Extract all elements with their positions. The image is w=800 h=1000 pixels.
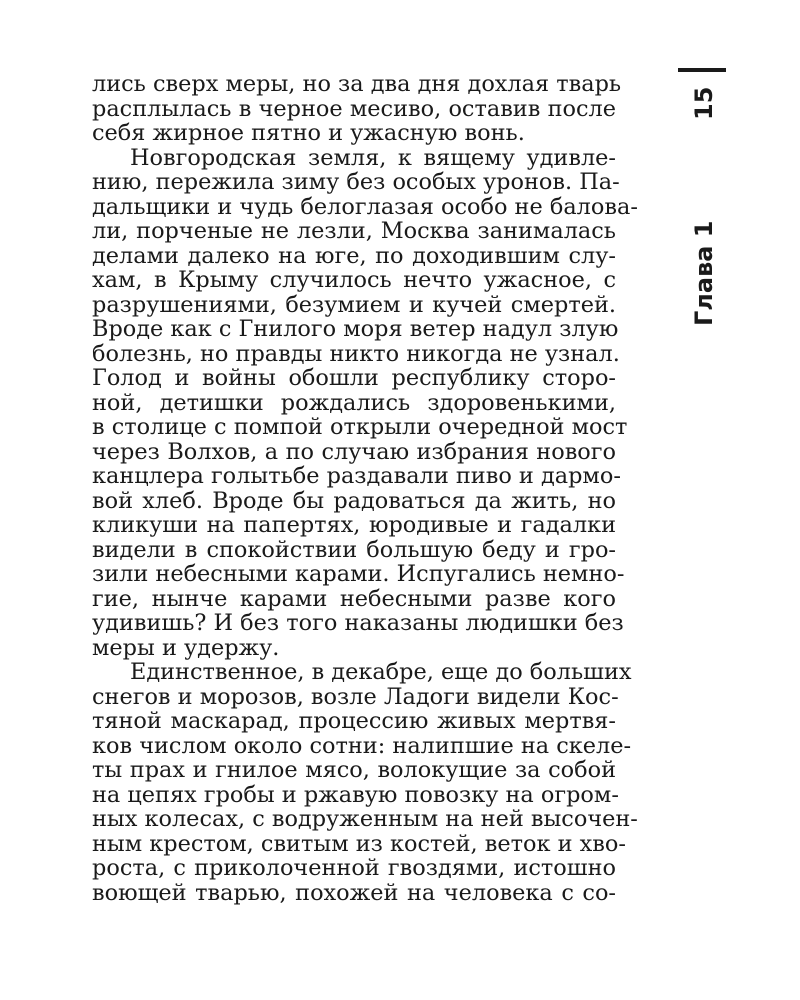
- text-line: расплылась в черное месиво, оставив после: [92, 95, 616, 122]
- text-line: Единственное, в декабре, еще до больших: [130, 659, 632, 685]
- text-line: лись сверх меры, но за два дня дохлая тварь: [92, 71, 622, 97]
- text-line: делами далеко на юге, по доходившим слу-: [92, 242, 616, 269]
- text-line: хам, в Крыму случилось нечто ужасное, с: [92, 267, 616, 293]
- text-line: ных колесах, с водруженным на ней высочен-: [92, 806, 638, 832]
- text-line: разрушениями, безумием и кучей смертей.: [92, 291, 616, 318]
- text-line: через Волхов, а по случаю избрания нового: [92, 438, 616, 465]
- text-line: дальщики и чудь белоглазая особо не балова-: [92, 193, 638, 220]
- text-line: ным крестом, свитым из костей, веток и хво-: [92, 830, 626, 857]
- text-line: ли, порченые не лезли, Москва занималась: [92, 218, 616, 244]
- text-line: гие, нынче карами небесными разве кого: [92, 585, 616, 612]
- text-line: видели в спокойствии большую беду и гро-: [92, 536, 616, 563]
- text-line: ты прах и гнилое мясо, волокущие за собой: [92, 757, 616, 783]
- text-line: Новгородская земля, к вящему удивле-: [130, 144, 616, 171]
- text-line: на цепях гробы и ржавую повозку на огром-: [92, 781, 619, 808]
- text-line: нию, пережила зиму без особых уронов. Па-: [92, 169, 620, 195]
- chapter-title: Глава 1: [690, 220, 718, 326]
- text-line: тяной маскарад, процессию живых мертвя-: [92, 708, 616, 734]
- text-line: роста, с приколоченной гвоздями, истошно: [92, 855, 616, 881]
- text-line: канцлера голытьбе раздавали пиво и дармо-: [92, 463, 621, 489]
- body-text: [92, 71, 638, 906]
- page-number: 15: [690, 86, 718, 120]
- text-line: удивишь? И без того наказаны людишки без: [92, 610, 624, 636]
- running-head: [672, 68, 732, 328]
- text-line: вой хлеб. Вроде бы радоваться да жить, но: [92, 487, 616, 514]
- text-line: себя жирное пятно и ужасную вонь.: [92, 120, 525, 146]
- text-line: Голод и войны обошли республику сторо-: [92, 365, 616, 391]
- text-line: в столице с помпой открыли очередной мост: [92, 414, 628, 440]
- text-line: зили небесными карами. Испугались немно-: [92, 561, 625, 587]
- text-line: снегов и морозов, возле Ладоги видели Кос-: [92, 683, 619, 710]
- text-line: болезнь, но правды никто никогда не узнал.: [92, 340, 620, 367]
- text-line: ной, детишки рождались здоровенькими,: [92, 389, 616, 416]
- text-line: воющей тварью, похожей на человека с со-: [92, 879, 616, 906]
- header-rule: [678, 68, 726, 72]
- text-line: меры и удержу.: [92, 634, 280, 661]
- text-line: ков числом около сотни: налипшие на скеле-: [92, 732, 632, 759]
- text-line: Вроде как с Гнилого моря ветер надул злую: [92, 316, 619, 342]
- text-line: кликуши на папертях, юродивые и гадалки: [92, 512, 616, 538]
